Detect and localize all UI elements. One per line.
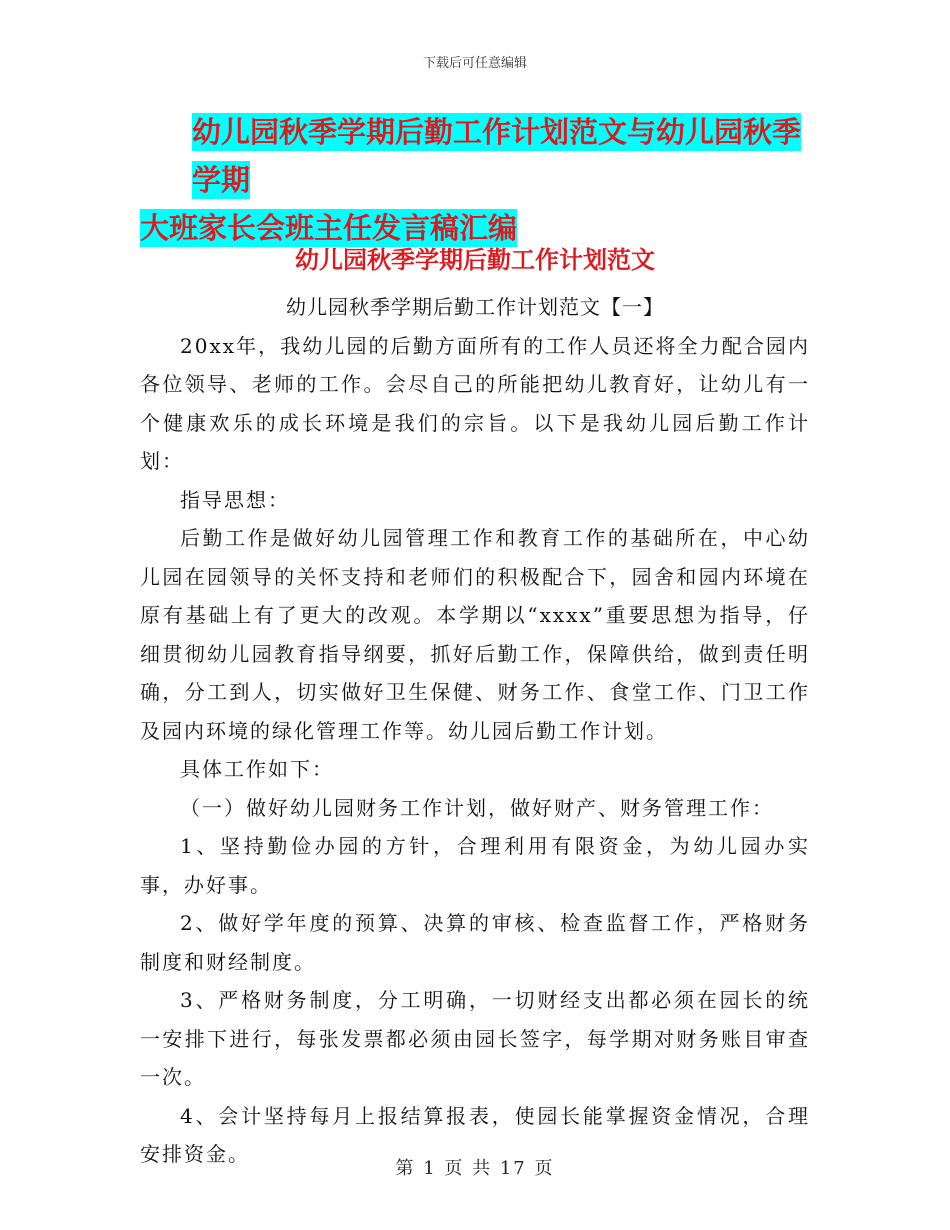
document-body bbox=[140, 288, 810, 1174]
paragraph-guiding-content: 后勤工作是做好幼儿园管理工作和教育工作的基础所在，中心幼儿园在园领导的关怀支持和老师们的积极配合下，园舍和园内环境在原有基础上有了更大的改观。本学期以“xxxx”重要思想为指导，仔细贯彻幼儿园教育指导纲要，抓好后勤工作，保障供给，做到责任明确，分工到人，切实做好卫生保健、财务工作、食堂工作、门卫工作及园内环境的绿化管理工作等。幼儿园后勤工作计划。 bbox=[140, 526, 810, 743]
document-title-line-1: 幼儿园秋季学期后勤工作计划范文与幼儿园秋季学期 bbox=[192, 115, 802, 197]
subsection-title: 幼儿园秋季学期后勤工作计划范文【一】 bbox=[286, 295, 664, 319]
paragraph-guiding-heading: 指导思想： bbox=[180, 487, 290, 512]
page-number: 第 1 页 共 17 页 bbox=[395, 1158, 555, 1179]
document-title bbox=[140, 108, 820, 252]
paragraph-item-3: 3、严格财务制度，分工明确，一切财经支出都必须在园长的统一安排下进行，每张发票都必须由园长签字，每学期对财务账目审查一次。 bbox=[140, 988, 810, 1089]
page-header-note: 下载后可任意编辑 bbox=[422, 56, 527, 71]
paragraph-item-1: 1、坚持勤俭办园的方针，合理利用有限资金，为幼儿园办实事，办好事。 bbox=[140, 834, 810, 897]
document-title-line-2: 大班家长会班主任发言稿汇编 bbox=[140, 211, 518, 245]
paragraph-finance-heading: （一）做好幼儿园财务工作计划，做好财产、财务管理工作： bbox=[180, 795, 774, 820]
paragraph-item-4: 4、会计坚持每月上报结算报表，使园长能掌握资金情况，合理安排资金。 bbox=[140, 1103, 810, 1166]
section-title: 幼儿园秋季学期后勤工作计划范文 bbox=[295, 246, 655, 274]
paragraph-work-heading: 具体工作如下： bbox=[180, 757, 334, 781]
paragraph-item-2: 2、做好学年度的预算、决算的审核、检查监督工作，严格财务制度和财经制度。 bbox=[140, 911, 810, 974]
paragraph-intro: 20xx年，我幼儿园的后勤方面所有的工作人员还将全力配合园内各位领导、老师的工作。会尽自己的所能把幼儿教育好，让幼儿有一个健康欢乐的成长环境是我们的宗旨。以下是我幼儿园后勤工作计划： bbox=[140, 333, 810, 473]
